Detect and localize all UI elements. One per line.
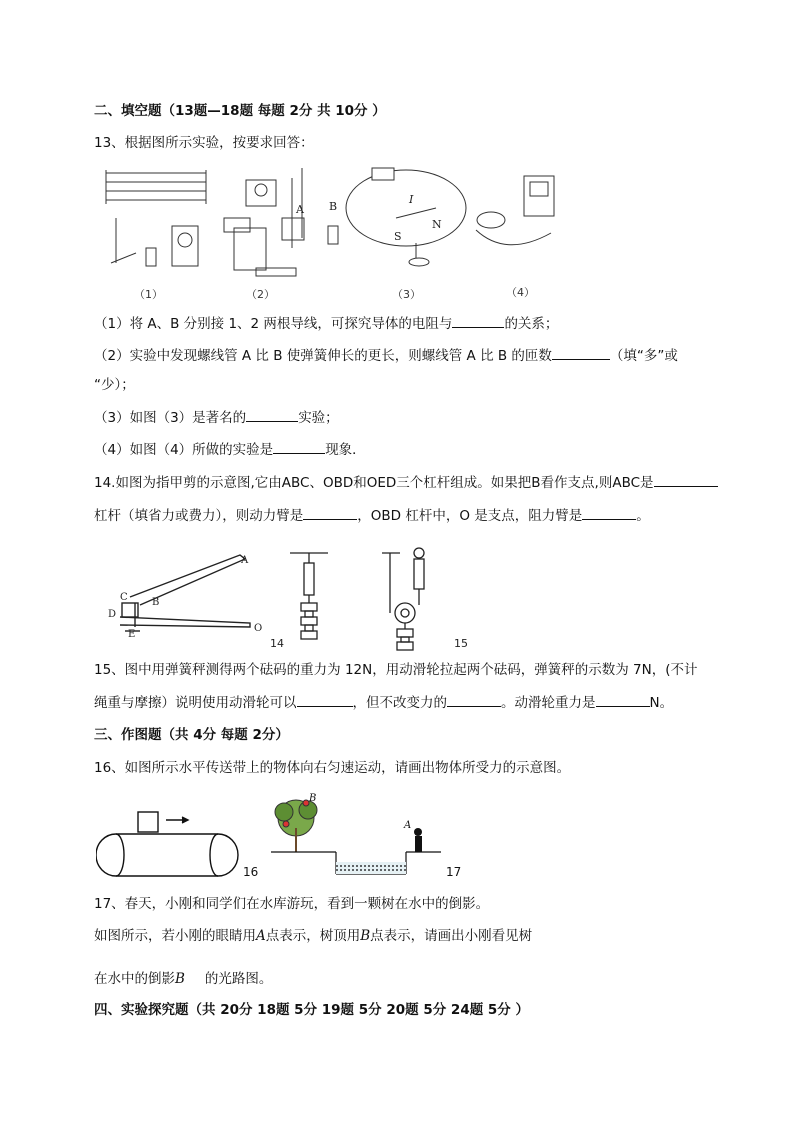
q16-17-figure: [96, 788, 486, 880]
q14-line2-mid: ，OBD 杠杆中，O 是支点，阻力臂是: [357, 508, 583, 524]
q15-line2-text: 绳重与摩擦）说明使用动滑轮可以: [94, 695, 297, 711]
q15-line2: [94, 692, 673, 713]
q14-line2-text: 杠杆（填省力或费力），则动力臂是: [94, 508, 304, 524]
q13-blank-4[interactable]: [273, 439, 325, 454]
q14-blank-2[interactable]: [303, 505, 357, 520]
clipper-label-C: C: [120, 592, 128, 603]
q13-fig-letter-I: I: [409, 193, 414, 206]
q15-line2-end: N。: [649, 695, 674, 711]
q13-part3: [94, 407, 339, 428]
q13-part1-end: 的关系；: [504, 316, 559, 332]
tree: [275, 800, 317, 852]
q13-fig3-oersted: [346, 168, 466, 266]
q13-fig1-wire-board: [106, 170, 206, 266]
q13-part2-text: （2）实验中发现螺线管 A 比 B 使弹簧伸长的更长，则螺线管 A 比 B 的匝数: [94, 348, 552, 364]
section-3-title: 三、作图题（共 4分 每题 2分）: [94, 727, 289, 743]
q13-fig-letter-A: A: [296, 203, 304, 216]
fig-num-15: 15: [454, 637, 468, 650]
q13-blank-3[interactable]: [246, 407, 298, 422]
clipper-label-D: D: [108, 609, 117, 620]
q13-fig2-solenoid-setup: [224, 168, 338, 276]
section-4-title: 四、实验探究题（共 20分 18题 5分 19题 5分 20题 5分 24题 5分 ）: [94, 1002, 530, 1018]
q17-line3-B: B: [175, 971, 185, 987]
fig17-label-B: B: [309, 793, 317, 804]
q15-line2-mid: ，但不改变力的: [352, 695, 447, 711]
q13-blank-2[interactable]: [552, 345, 610, 360]
q13-fig4-induction: [476, 176, 554, 245]
person: [414, 828, 422, 852]
q13-part2-cont: “少）；: [94, 377, 135, 393]
fig-num-16: 16: [243, 865, 259, 879]
nail-clipper: [120, 555, 250, 631]
q13-fig4-label: （4）: [506, 286, 535, 299]
q17-line3-end: 的光路图。: [204, 971, 273, 987]
fig17-label-A: A: [404, 820, 412, 831]
q13-part3-end: 实验；: [298, 410, 339, 426]
q14-15-figure: [100, 545, 480, 655]
q14-line1-text: 14.如图为指甲剪的示意图,它由ABC、OBD和OED三个杠杆组成。如果把B看作支点,则ABC是: [94, 475, 654, 491]
q13-part1: [94, 313, 558, 334]
q15-blank-2[interactable]: [447, 692, 501, 707]
q13-stem: 13、根据图所示实验，按要求回答：: [94, 135, 314, 151]
ground-and-water: [271, 852, 441, 874]
q13-part2: [94, 345, 678, 366]
q17-line2: [94, 926, 532, 946]
fig-num-14: 14: [270, 637, 284, 650]
q14-blank-1[interactable]: [654, 472, 718, 487]
q15-blank-3[interactable]: [596, 692, 650, 707]
conveyor-belt: [96, 812, 238, 876]
q13-part2-end: （填“多”或: [609, 348, 678, 364]
q13-fig1-label: （1）: [134, 288, 163, 301]
q17-line2-B: B: [360, 928, 371, 944]
q13-part3-text: （3）如图（3）是著名的: [94, 410, 247, 426]
q13-part1-text: （1）将 A、B 分别接 1、2 两根导线，可探究导体的电阻与: [94, 316, 453, 332]
q17-line3-text: 在水中的倒影: [94, 971, 175, 987]
q13-fig3-label: （3）: [392, 288, 421, 301]
q17-line1: 17、春天，小刚和同学们在水库游玩，看到一颗树在水中的倒影。: [94, 896, 490, 912]
clipper-label-A: A: [241, 555, 249, 566]
q17-line2-A: A: [256, 928, 266, 944]
q13-figure: [96, 158, 566, 308]
fig-num-17: 17: [446, 865, 462, 879]
clipper-label-O: O: [254, 623, 263, 634]
q13-fig-letter-S: S: [394, 230, 402, 243]
q14-line2: [94, 505, 650, 526]
q13-fig-letter-B: B: [329, 200, 338, 213]
q14-line1: [94, 472, 718, 493]
q13-part4-end: 现象．: [325, 442, 366, 458]
q17-line3: [94, 969, 272, 989]
q17-line2-mid: 点表示，树顶用: [265, 928, 361, 944]
q13-part4-text: （4）如图（4）所做的实验是: [94, 442, 274, 458]
q15-line1: 15、图中用弹簧秤测得两个砝码的重力为 12N，用动滑轮拉起两个砝码，弹簧秤的示数为 7N，(不计: [94, 662, 698, 678]
section-2-title: 二、填空题（13题—18题 每题 2分 共 10分 ）: [94, 103, 386, 119]
q13-fig2-label: （2）: [246, 288, 275, 301]
q17-line2-end: 点表示，请画出小刚看见树: [370, 928, 533, 944]
spring-scale-direct: [290, 553, 328, 639]
movable-pulley: [382, 548, 424, 650]
q13-fig-letter-N: N: [432, 218, 442, 231]
clipper-label-B: B: [152, 597, 160, 608]
q17-line2-text: 如图所示，若小刚的眼睛用: [94, 928, 256, 944]
q16-text: 16、如图所示水平传送带上的物体向右匀速运动，请画出物体所受力的示意图。: [94, 760, 571, 776]
clipper-label-E: E: [128, 629, 136, 640]
q13-part4: [94, 439, 366, 460]
q13-blank-1[interactable]: [452, 313, 504, 328]
q15-line2-mid2: 。动滑轮重力是: [501, 695, 596, 711]
q14-line2-end: 。: [636, 508, 650, 524]
q15-blank-1[interactable]: [297, 692, 353, 707]
q14-blank-3[interactable]: [582, 505, 636, 520]
